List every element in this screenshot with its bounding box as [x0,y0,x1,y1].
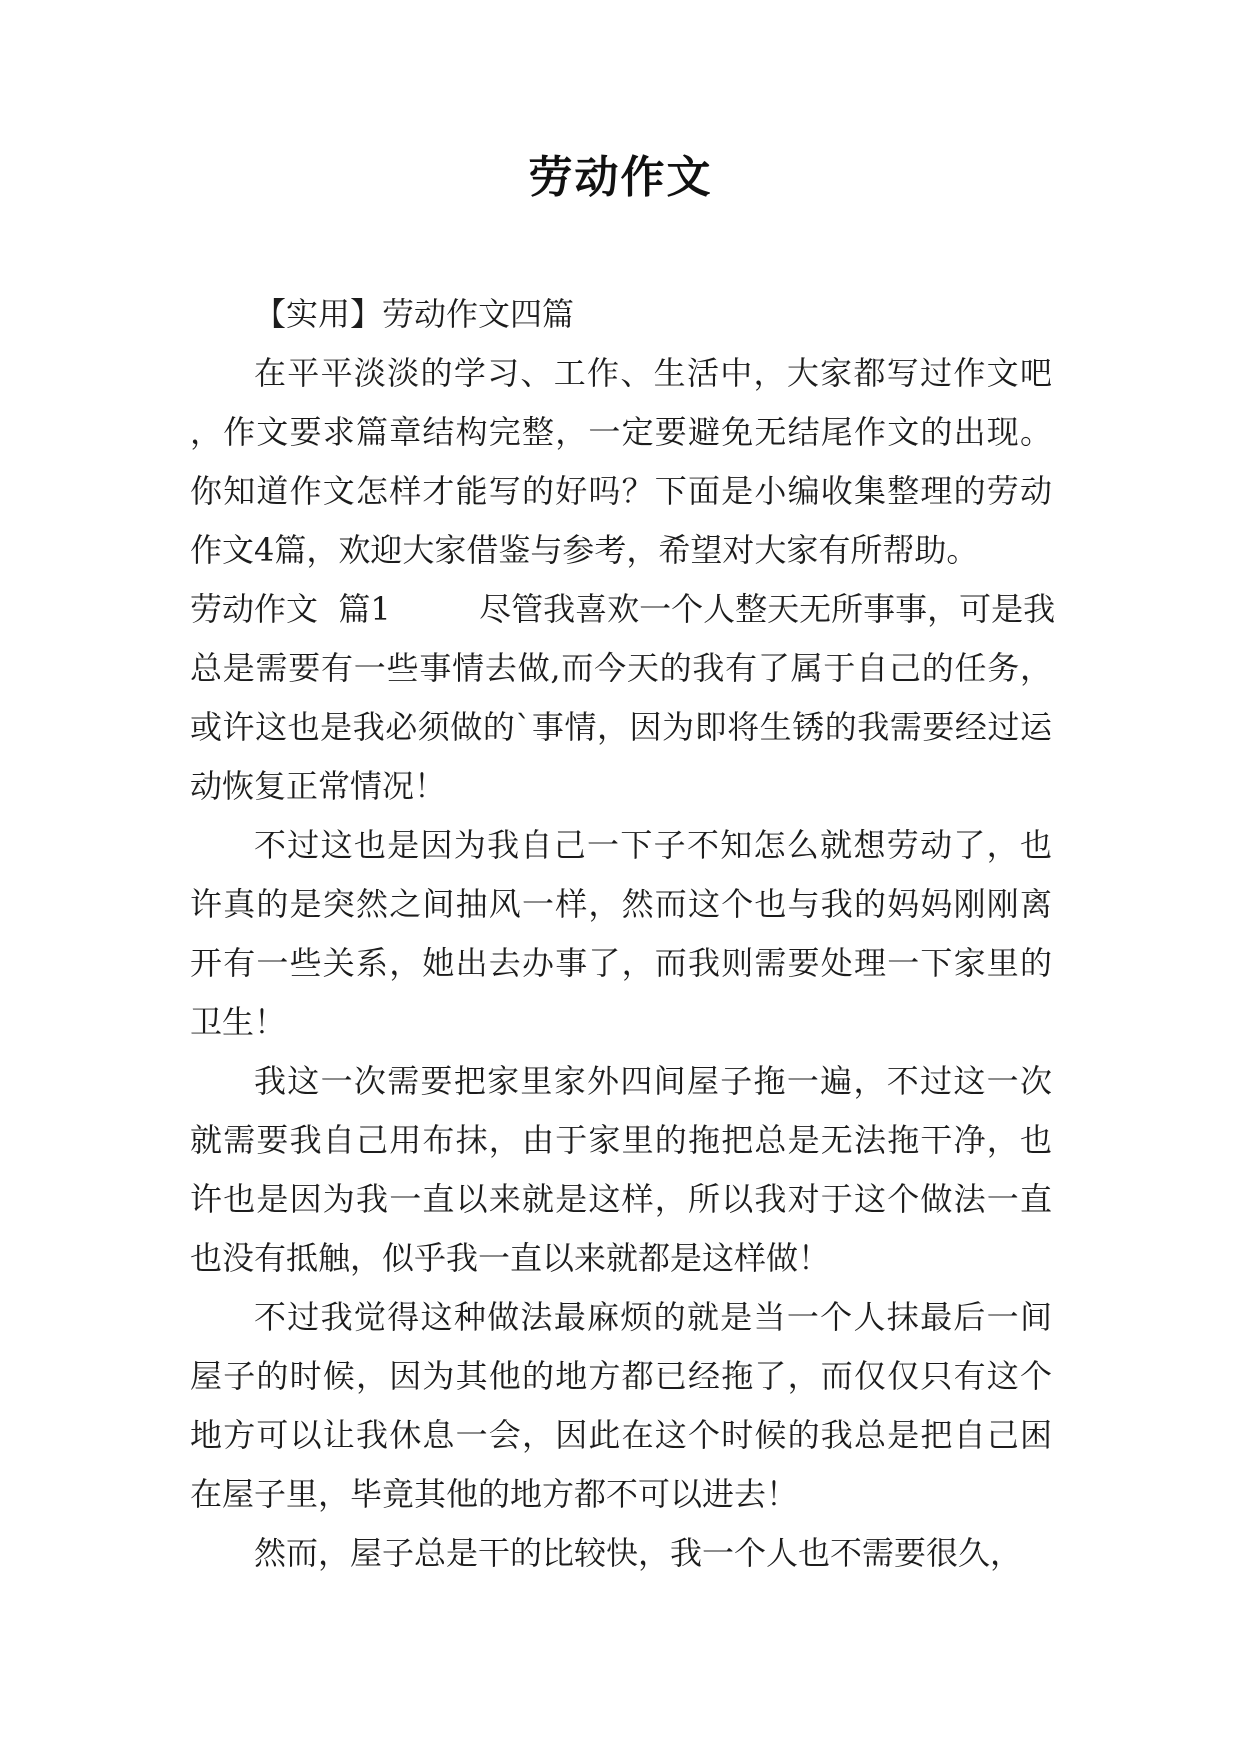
section-1-first-line-text: 尽管我喜欢一个人整天无所事事，可是我 [479,590,1056,628]
document-body [190,285,1056,1583]
paragraph-intro: 在平平淡淡的学习、工作、生活中，大家都写过作文吧，作文要求篇章结构完整，一定要避免无结尾作文的出现。你知道作文怎样才能写的好吗？下面是小编收集整理的劳动作文4篇，欢迎大家借鉴与参考，希望对大家有所帮助。 [190,354,1052,569]
document-subtitle: 【实用】劳动作文四篇 [254,295,575,333]
paragraph-5: 然而，屋子总是干的比较快，我一个人也不需要很久， [254,1534,1023,1572]
paragraph-4: 不过我觉得这种做法最麻烦的就是当一个人抹最后一间屋子的时候，因为其他的地方都已经拖了，而仅仅只有这个地方可以让我休息一会，因此在这个时候的我总是把自己困在屋子里，毕竟其他的地方都不可以进去！ [190,1298,1052,1513]
document-title: 劳动作文 [528,152,713,203]
section-1-first-line [190,580,1056,639]
paragraph-3: 我这一次需要把家里家外四间屋子拖一遍，不过这一次就需要我自己用布抹，由于家里的拖把总是无法拖干净，也许也是因为我一直以来就是这样，所以我对于这个做法一直也没有抵触，似乎我一直以来就都是这样做！ [190,1062,1052,1277]
paragraph-2: 不过这也是因为我自己一下子不知怎么就想劳动了，也许真的是突然之间抽风一样，然而这个也与我的妈妈刚刚离开有一些关系，她出去办事了，而我则需要处理一下家里的卫生！ [190,826,1052,1041]
section-1-continuation: 总是需要有一些事情去做,而今天的我有了属于自己的任务，或许这也是我必须做的`事情，因为即将生锈的我需要经过运动恢复正常情况！ [190,649,1052,805]
section-1-label: 劳动作文 篇1 [190,590,391,628]
